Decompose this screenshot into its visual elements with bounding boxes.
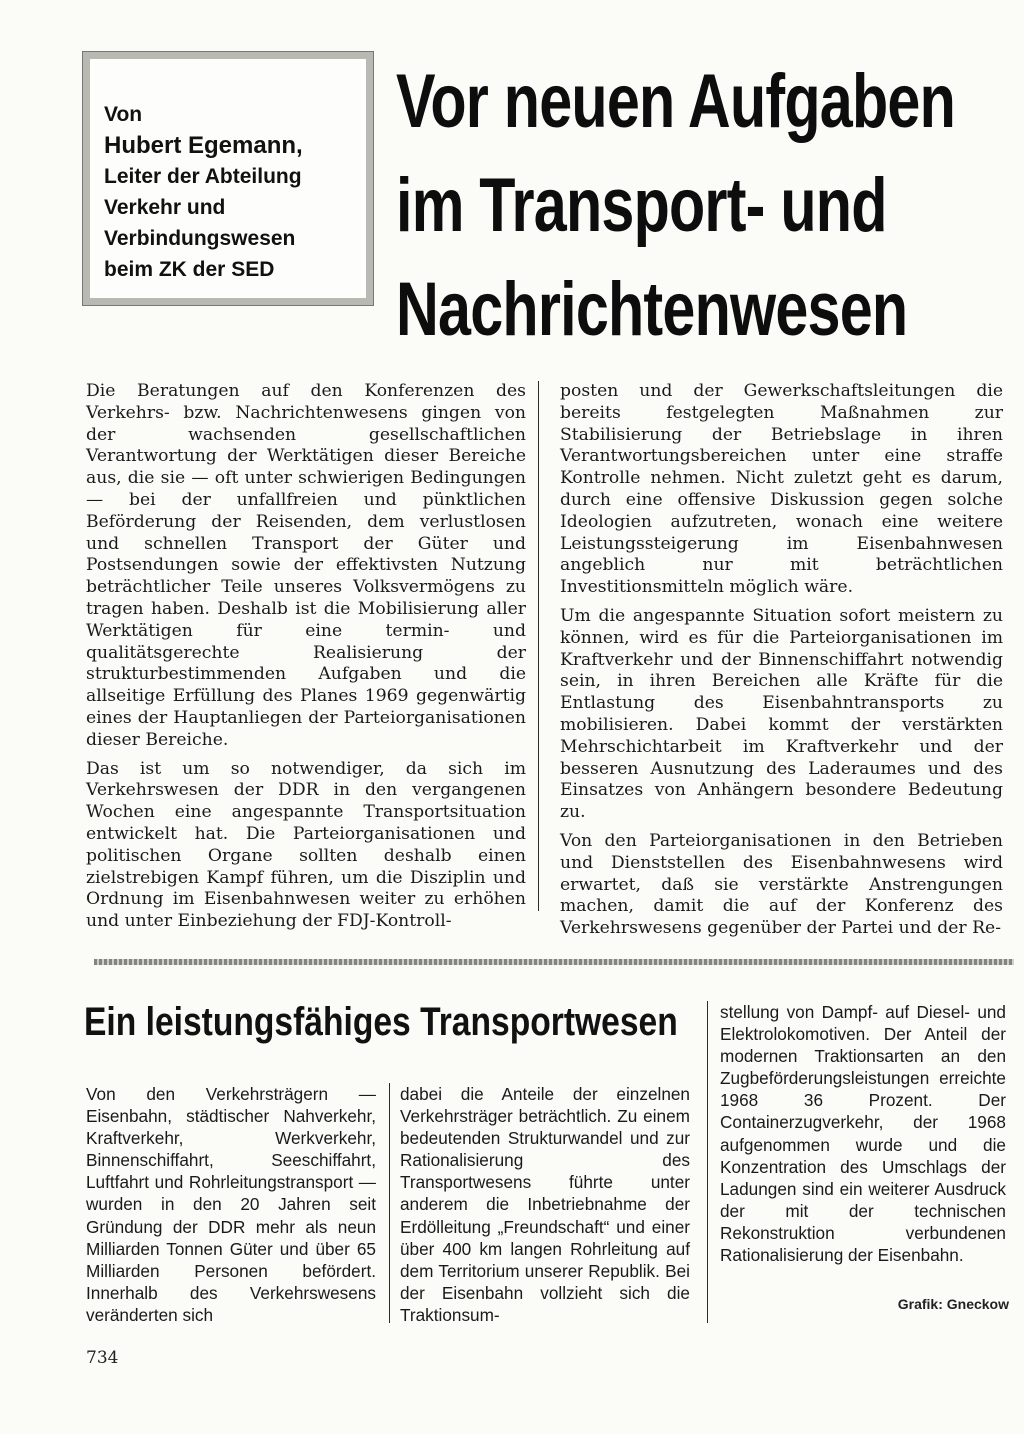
- section-column-2: dabei die Anteile der einzelnen Verkehrsträger beträchtlich. Zu einem bedeutenden Strukturwandel und zur Rationalisierung des Transportwesens führte unter anderem die Inbetriebnahme der Erdölleitung „Freundschaft“ und einer über 400 km langen Rohrleitung auf dem Territorium unserer Republik. Bei der Eisenbahn vollzieht sich die Traktionsum-: [400, 1084, 690, 1325]
- article-paragraph: Von den Parteiorganisationen in den Betrieben und Dienststellen des Eisenbahnwesens wird erwartet, daß sie verstärkte Anstrengungen machen, damit die auf der Konferenz des Verkehrswesens gegenüber der Partei und der Re-: [560, 830, 1003, 939]
- graphic-credit: Grafik: Gneckow: [897, 1296, 1009, 1312]
- article-column-left: [86, 381, 526, 940]
- headline-line: Nachrichtenwesen: [396, 267, 908, 352]
- author-line: beim ZK der SED: [104, 258, 275, 281]
- article-paragraph: Um die angespannte Situation sofort meistern zu können, wird es für die Parteiorganisationen im Kraftverkehr und der Binnenschiffahrt notwendig sein, in ihren Bereichen alle Kräfte für die Entlastung des Eisenbahntransports zu mobilisieren. Dabei kommt der verstärkten Mehrschichtarbeit im Kraftverkehr und der besseren Ausnutzung des Laderaumes und des Einsatzes von Anhängern besondere Bedeutung zu.: [560, 605, 1003, 823]
- article-paragraph: Das ist um so notwendiger, da sich im Verkehrswesen der DDR in den vergangenen Wochen eine angespannte Transportsituation entwickelt hat. Die Parteiorganisationen und politischen Organe sollten deshalb einen zielstrebigen Kampf führen, um die Disziplin und Ordnung im Eisenbahnwesen weiter zu erhöhen und unter Einbeziehung der FDJ-Kontroll-: [86, 758, 526, 932]
- author-box: [83, 52, 373, 305]
- headline-line: im Transport- und: [396, 163, 887, 248]
- author-name: Hubert Egemann,: [104, 132, 303, 159]
- author-line: Verbindungswesen: [104, 227, 296, 250]
- author-byline: [104, 99, 358, 285]
- headline-line: Vor neuen Aufgaben: [396, 59, 956, 144]
- article-column-right: [560, 381, 1003, 947]
- section-column-3: stellung von Dampf- auf Diesel- und Elektrolokomotiven. Der Anteil der modernen Traktionsarten an den Zugbeförderungsleistungen erreichte 1968 36 Prozent. Der Containerzugverkehr, der 1968 aufgenommen wurde und die Konzentration des Umschlags der Ladungen sind ein weiterer Ausdruck der mit der technischen Rekonstruktion verbundenen Rationalisierung der Eisenbahn.: [720, 1002, 1006, 1266]
- article-paragraph: posten und der Gewerkschaftsleitungen die bereits festgelegten Maßnahmen zur Stabilisierung der Betriebslage in ihren Verantwortungsbereichen unter eine straffe Kontrolle nehmen. Nicht zuletzt geht es darum, durch eine offensive Diskussion gegen solche Ideologien aufzutreten, wonach eine weitere Leistungssteigerung im Eisenbahnwesen angeblich nur mit beträchtlichen Investitionsmitteln möglich wäre.: [560, 381, 1003, 598]
- column-divider: [389, 1083, 390, 1323]
- section-title: Ein leistungsfähiges Transportwesen: [84, 1000, 678, 1044]
- page-title: [396, 50, 956, 362]
- page-number: 734: [86, 1348, 119, 1368]
- author-line: Leiter der Abteilung: [104, 165, 302, 188]
- author-line: Von: [104, 103, 143, 126]
- column-divider: [707, 1001, 708, 1323]
- article-paragraph: Die Beratungen auf den Konferenzen des Verkehrs- bzw. Nachrichtenwesens gingen von der wachsenden gesellschaftlichen Verantwortung der Werktätigen dieser Bereiche aus, die sie — oft unter schwierigen Bedingungen — bei der unfallfreien und pünktlichen Beförderung der Reisenden, dem verlustlosen und schnellen Transport der Güter und Postsendungen sowie der effektivsten Nutzung beträchtlicher Teile unseres Volksvermögens zu tragen haben. Deshalb ist die Mobilisierung aller Werktätigen für eine termin- und qualitätsgerechte Realisierung der strukturbestimmenden Aufgaben und die allseitige Erfüllung des Planes 1969 gegenwärtig eines der Hauptanliegen der Parteiorganisationen dieser Bereiche.: [86, 381, 526, 750]
- section-column-1: Von den Verkehrsträgern — Eisenbahn, städtischer Nahverkehr, Kraftverkehr, Werkverkehr, Binnenschiffahrt, Seeschiffahrt, Luftfahrt und Rohrleitungstransport — wurden in den 20 Jahren seit Gründung der DDR mehr als neun Milliarden Tonnen Güter und über 65 Milliarden Personen befördert. Innerhalb des Verkehrswesens veränderten sich: [86, 1084, 376, 1325]
- section-separator: [94, 959, 1014, 965]
- author-line: Verkehr und: [104, 196, 226, 219]
- column-divider: [538, 381, 539, 911]
